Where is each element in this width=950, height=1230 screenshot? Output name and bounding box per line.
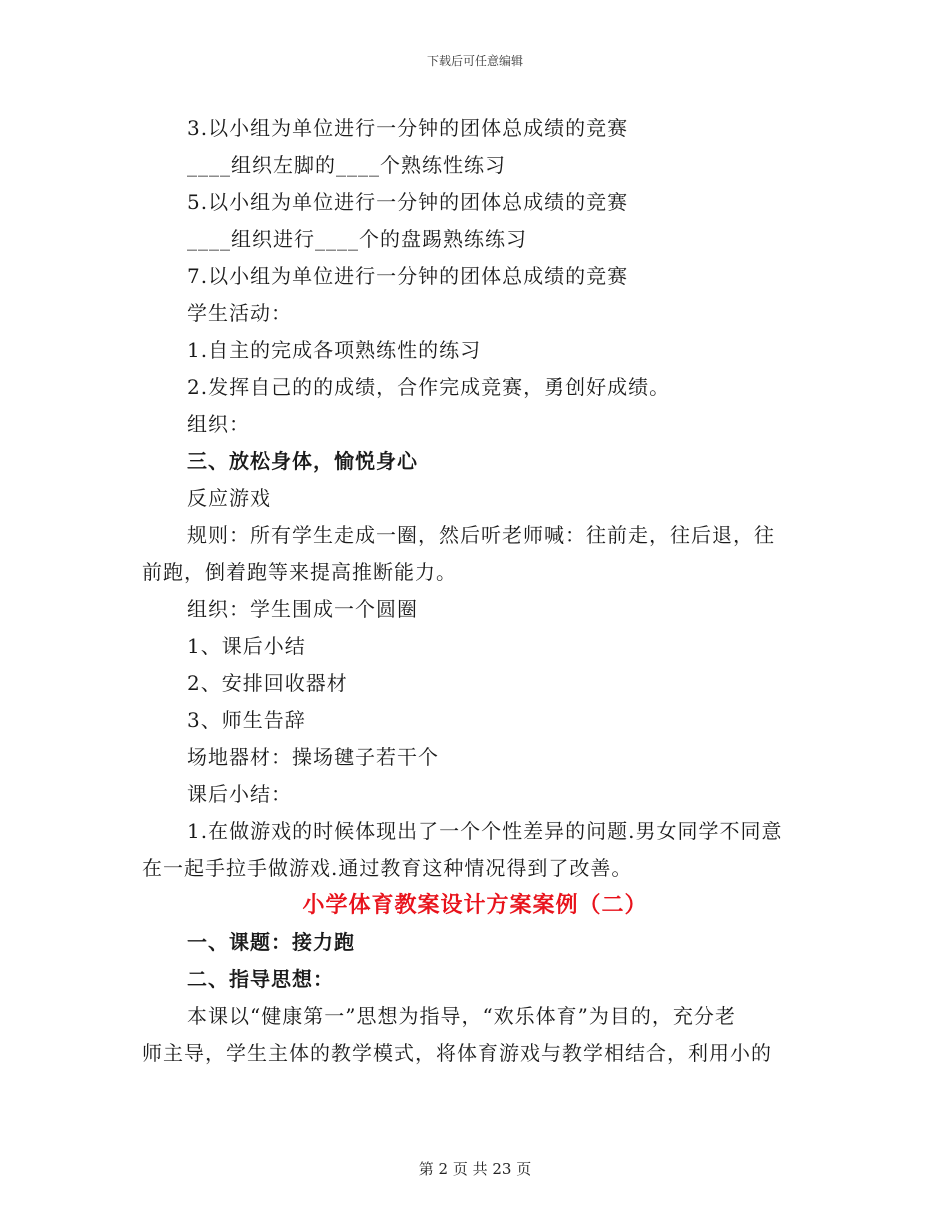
text-line: 3、师生告辞 [187,708,306,732]
text-line: 组织：学生围成一个圆圈 [187,597,418,621]
text-line: 2.发挥自己的的成绩，合作完成竞赛，勇创好成绩。 [187,375,671,399]
text-line: 1.在做游戏的时候体现出了一个个性差异的问题.男女同学不同意 [187,819,783,843]
section-heading: 三、放松身体，愉悦身心 [187,449,418,473]
text-line: ____组织进行____个的盘踢熟练练习 [187,227,527,251]
text-line: 在一起手拉手做游戏.通过教育这种情况得到了改善。 [142,856,633,880]
page-footer: 第 2 页 共 23 页 [418,1160,532,1178]
text-line: 场地器材：操场毽子若干个 [187,745,439,769]
section-heading: 一、课题：接力跑 [187,930,355,954]
text-line: 组织： [187,412,250,436]
text-line: 反应游戏 [187,486,271,510]
text-line: 3.以小组为单位进行一分钟的团体总成绩的竞赛 [187,116,629,140]
section-heading: 二、指导思想： [187,967,334,991]
text-line: 学生活动： [187,301,292,325]
text-line: 1、课后小结 [187,634,306,658]
text-line: 1.自主的完成各项熟练性的练习 [187,338,482,362]
text-line: 前跑，倒着跑等来提高推断能力。 [142,560,457,584]
page-header: 下载后可任意编辑 [426,54,523,68]
text-line: ____组织左脚的____个熟练性练习 [187,153,506,177]
text-line: 本课以“健康第一”思想为指导，“欢乐体育”为目的，充分老 [187,1004,736,1028]
document-body [142,110,808,1072]
text-line: 7.以小组为单位进行一分钟的团体总成绩的竞赛 [187,264,629,288]
document-title: 小学体育教案设计方案案例（二） [302,892,648,918]
text-line: 课后小结： [187,782,292,806]
text-line: 2、安排回收器材 [187,671,348,695]
text-line: 师主导，学生主体的教学模式，将体育游戏与教学相结合，利用小的 [142,1041,772,1065]
text-line: 5.以小组为单位进行一分钟的团体总成绩的竞赛 [187,190,629,214]
text-line: 规则：所有学生走成一圈，然后听老师喊：往前走，往后退，往 [187,523,775,547]
